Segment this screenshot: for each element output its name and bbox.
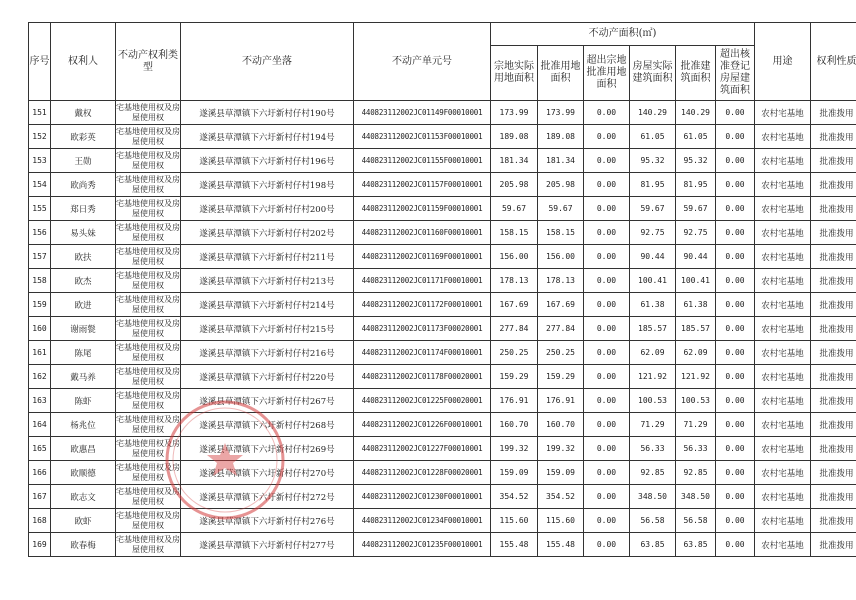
- row-location: 遂溪县草潭镇下六圩新村仔村213号: [181, 269, 354, 293]
- row-usage: 农村宅基地: [755, 509, 811, 533]
- row-actual-land-area: 159.29: [491, 365, 538, 389]
- row-owner: 戴权: [51, 101, 116, 125]
- row-approved-building-area: 71.29: [676, 413, 716, 437]
- row-owner: 欧进: [51, 293, 116, 317]
- row-usage: 农村宅基地: [755, 533, 811, 557]
- row-excess-land-area: 0.00: [584, 437, 630, 461]
- row-usage: 农村宅基地: [755, 221, 811, 245]
- table-header: [29, 23, 856, 101]
- row-approved-building-area: 140.29: [676, 101, 716, 125]
- row-excess-land-area: 0.00: [584, 389, 630, 413]
- row-location: 遂溪县草潭镇下六圩新村仔村198号: [181, 173, 354, 197]
- row-approved-land-area: 354.52: [538, 485, 584, 509]
- table-row: [29, 293, 856, 317]
- row-unit-no: 440823112002JC01228F00020001: [354, 461, 491, 485]
- row-owner: 欧惠昌: [51, 437, 116, 461]
- row-right-type: 宅基地使用权及房屋使用权: [116, 533, 181, 557]
- row-actual-building-area: 100.41: [630, 269, 676, 293]
- row-owner: 欧杰: [51, 269, 116, 293]
- row-usage: 农村宅基地: [755, 173, 811, 197]
- row-excess-land-area: 0.00: [584, 413, 630, 437]
- table-row: [29, 317, 856, 341]
- row-actual-land-area: 277.84: [491, 317, 538, 341]
- table-row: [29, 461, 856, 485]
- row-nature: 批准拨用: [811, 197, 856, 221]
- row-right-type: 宅基地使用权及房屋使用权: [116, 461, 181, 485]
- row-excess-building-area: 0.00: [716, 509, 755, 533]
- row-approved-land-area: 158.15: [538, 221, 584, 245]
- row-owner: 戴马养: [51, 365, 116, 389]
- row-seq: 162: [29, 365, 51, 389]
- row-nature: 批准拨用: [811, 149, 856, 173]
- row-unit-no: 440823112002JC01149F00010001: [354, 101, 491, 125]
- row-seq: 154: [29, 173, 51, 197]
- row-approved-land-area: 159.09: [538, 461, 584, 485]
- row-right-type: 宅基地使用权及房屋使用权: [116, 341, 181, 365]
- row-excess-land-area: 0.00: [584, 221, 630, 245]
- table-row: [29, 341, 856, 365]
- row-approved-building-area: 81.95: [676, 173, 716, 197]
- row-actual-land-area: 189.08: [491, 125, 538, 149]
- row-unit-no: 440823112002JC01169F00010001: [354, 245, 491, 269]
- row-usage: 农村宅基地: [755, 413, 811, 437]
- header-area-col: 宗地实际用地面积: [491, 46, 538, 101]
- row-right-type: 宅基地使用权及房屋使用权: [116, 173, 181, 197]
- table-row: [29, 365, 856, 389]
- row-owner: 欧虾: [51, 509, 116, 533]
- header-nature: 权利性质: [811, 23, 856, 101]
- row-actual-land-area: 205.98: [491, 173, 538, 197]
- header-location: 不动产坐落: [181, 23, 354, 101]
- row-excess-building-area: 0.00: [716, 197, 755, 221]
- row-location: 遂溪县草潭镇下六圩新村仔村216号: [181, 341, 354, 365]
- row-owner: 王勋: [51, 149, 116, 173]
- row-usage: 农村宅基地: [755, 389, 811, 413]
- row-right-type: 宅基地使用权及房屋使用权: [116, 485, 181, 509]
- property-registry-table: [28, 22, 856, 557]
- row-excess-building-area: 0.00: [716, 437, 755, 461]
- row-approved-building-area: 63.85: [676, 533, 716, 557]
- row-right-type: 宅基地使用权及房屋使用权: [116, 197, 181, 221]
- row-owner: 陈虾: [51, 389, 116, 413]
- row-excess-building-area: 0.00: [716, 533, 755, 557]
- row-seq: 157: [29, 245, 51, 269]
- row-approved-building-area: 121.92: [676, 365, 716, 389]
- row-unit-no: 440823112002JC01178F00020001: [354, 365, 491, 389]
- row-usage: 农村宅基地: [755, 101, 811, 125]
- row-usage: 农村宅基地: [755, 125, 811, 149]
- row-owner: 陈尾: [51, 341, 116, 365]
- row-approved-land-area: 199.32: [538, 437, 584, 461]
- row-actual-land-area: 176.91: [491, 389, 538, 413]
- row-actual-building-area: 90.44: [630, 245, 676, 269]
- row-excess-building-area: 0.00: [716, 317, 755, 341]
- row-seq: 158: [29, 269, 51, 293]
- table-row: [29, 437, 856, 461]
- header-seq: 序号: [29, 23, 51, 101]
- row-unit-no: 440823112002JC01160F00010001: [354, 221, 491, 245]
- row-usage: 农村宅基地: [755, 269, 811, 293]
- header-unit-no: 不动产单元号: [354, 23, 491, 101]
- table-row: [29, 101, 856, 125]
- row-nature: 批准拨用: [811, 221, 856, 245]
- table-row: [29, 245, 856, 269]
- row-right-type: 宅基地使用权及房屋使用权: [116, 149, 181, 173]
- row-excess-land-area: 0.00: [584, 197, 630, 221]
- row-unit-no: 440823112002JC01172F00010001: [354, 293, 491, 317]
- row-actual-building-area: 81.95: [630, 173, 676, 197]
- row-usage: 农村宅基地: [755, 437, 811, 461]
- row-seq: 163: [29, 389, 51, 413]
- row-excess-building-area: 0.00: [716, 269, 755, 293]
- row-nature: 批准拨用: [811, 389, 856, 413]
- row-approved-building-area: 95.32: [676, 149, 716, 173]
- table-row: [29, 413, 856, 437]
- row-nature: 批准拨用: [811, 173, 856, 197]
- row-location: 遂溪县草潭镇下六圩新村仔村196号: [181, 149, 354, 173]
- row-right-type: 宅基地使用权及房屋使用权: [116, 125, 181, 149]
- registry-sheet: [28, 22, 856, 557]
- row-usage: 农村宅基地: [755, 317, 811, 341]
- row-owner: 欧尚秀: [51, 173, 116, 197]
- row-excess-land-area: 0.00: [584, 269, 630, 293]
- row-nature: 批准拨用: [811, 533, 856, 557]
- row-usage: 农村宅基地: [755, 149, 811, 173]
- table-row: [29, 485, 856, 509]
- row-right-type: 宅基地使用权及房屋使用权: [116, 293, 181, 317]
- row-usage: 农村宅基地: [755, 485, 811, 509]
- row-location: 遂溪县草潭镇下六圩新村仔村215号: [181, 317, 354, 341]
- row-approved-land-area: 173.99: [538, 101, 584, 125]
- row-seq: 161: [29, 341, 51, 365]
- table-row: [29, 149, 856, 173]
- row-unit-no: 440823112002JC01230F00010001: [354, 485, 491, 509]
- row-right-type: 宅基地使用权及房屋使用权: [116, 221, 181, 245]
- table-row: [29, 221, 856, 245]
- row-unit-no: 440823112002JC01234F00010001: [354, 509, 491, 533]
- row-unit-no: 440823112002JC01153F00010001: [354, 125, 491, 149]
- row-unit-no: 440823112002JC01171F00010001: [354, 269, 491, 293]
- row-excess-land-area: 0.00: [584, 293, 630, 317]
- row-nature: 批准拨用: [811, 293, 856, 317]
- row-actual-building-area: 59.67: [630, 197, 676, 221]
- row-seq: 167: [29, 485, 51, 509]
- row-approved-building-area: 348.50: [676, 485, 716, 509]
- row-excess-building-area: 0.00: [716, 413, 755, 437]
- row-owner: 郑日秀: [51, 197, 116, 221]
- row-approved-building-area: 92.75: [676, 221, 716, 245]
- row-excess-building-area: 0.00: [716, 149, 755, 173]
- row-actual-building-area: 71.29: [630, 413, 676, 437]
- row-approved-building-area: 92.85: [676, 461, 716, 485]
- row-right-type: 宅基地使用权及房屋使用权: [116, 509, 181, 533]
- header-usage: 用途: [755, 23, 811, 101]
- row-excess-land-area: 0.00: [584, 461, 630, 485]
- row-actual-land-area: 59.67: [491, 197, 538, 221]
- row-usage: 农村宅基地: [755, 341, 811, 365]
- row-actual-land-area: 115.60: [491, 509, 538, 533]
- row-actual-building-area: 140.29: [630, 101, 676, 125]
- table-body: [29, 101, 856, 557]
- row-location: 遂溪县草潭镇下六圩新村仔村267号: [181, 389, 354, 413]
- row-excess-land-area: 0.00: [584, 533, 630, 557]
- row-usage: 农村宅基地: [755, 365, 811, 389]
- row-usage: 农村宅基地: [755, 245, 811, 269]
- row-right-type: 宅基地使用权及房屋使用权: [116, 101, 181, 125]
- table-row: [29, 389, 856, 413]
- row-nature: 批准拨用: [811, 341, 856, 365]
- row-right-type: 宅基地使用权及房屋使用权: [116, 269, 181, 293]
- row-usage: 农村宅基地: [755, 461, 811, 485]
- table-row: [29, 125, 856, 149]
- row-actual-building-area: 348.50: [630, 485, 676, 509]
- row-excess-land-area: 0.00: [584, 365, 630, 389]
- row-location: 遂溪县草潭镇下六圩新村仔村277号: [181, 533, 354, 557]
- row-approved-building-area: 100.41: [676, 269, 716, 293]
- row-actual-building-area: 95.32: [630, 149, 676, 173]
- row-location: 遂溪县草潭镇下六圩新村仔村190号: [181, 101, 354, 125]
- row-seq: 160: [29, 317, 51, 341]
- row-approved-land-area: 156.00: [538, 245, 584, 269]
- row-nature: 批准拨用: [811, 269, 856, 293]
- row-approved-land-area: 160.70: [538, 413, 584, 437]
- row-approved-land-area: 181.34: [538, 149, 584, 173]
- row-approved-building-area: 100.53: [676, 389, 716, 413]
- row-location: 遂溪县草潭镇下六圩新村仔村200号: [181, 197, 354, 221]
- row-unit-no: 440823112002JC01226F00010001: [354, 413, 491, 437]
- row-approved-building-area: 185.57: [676, 317, 716, 341]
- row-right-type: 宅基地使用权及房屋使用权: [116, 245, 181, 269]
- row-excess-building-area: 0.00: [716, 365, 755, 389]
- row-location: 遂溪县草潭镇下六圩新村仔村276号: [181, 509, 354, 533]
- row-approved-land-area: 205.98: [538, 173, 584, 197]
- row-right-type: 宅基地使用权及房屋使用权: [116, 437, 181, 461]
- row-actual-building-area: 100.53: [630, 389, 676, 413]
- row-unit-no: 440823112002JC01159F00010001: [354, 197, 491, 221]
- row-owner: 欧扶: [51, 245, 116, 269]
- row-approved-building-area: 61.38: [676, 293, 716, 317]
- row-nature: 批准拨用: [811, 317, 856, 341]
- row-approved-land-area: 115.60: [538, 509, 584, 533]
- row-approved-building-area: 62.09: [676, 341, 716, 365]
- row-actual-building-area: 61.38: [630, 293, 676, 317]
- row-nature: 批准拨用: [811, 413, 856, 437]
- row-owner: 易头妹: [51, 221, 116, 245]
- row-actual-land-area: 173.99: [491, 101, 538, 125]
- row-actual-land-area: 199.32: [491, 437, 538, 461]
- row-location: 遂溪县草潭镇下六圩新村仔村202号: [181, 221, 354, 245]
- row-actual-land-area: 250.25: [491, 341, 538, 365]
- row-owner: 欧顺德: [51, 461, 116, 485]
- table-row: [29, 173, 856, 197]
- row-actual-land-area: 181.34: [491, 149, 538, 173]
- row-approved-building-area: 59.67: [676, 197, 716, 221]
- row-unit-no: 440823112002JC01157F00010001: [354, 173, 491, 197]
- row-approved-land-area: 277.84: [538, 317, 584, 341]
- row-seq: 164: [29, 413, 51, 437]
- row-excess-building-area: 0.00: [716, 389, 755, 413]
- row-actual-land-area: 178.13: [491, 269, 538, 293]
- row-actual-land-area: 158.15: [491, 221, 538, 245]
- row-actual-building-area: 92.75: [630, 221, 676, 245]
- row-location: 遂溪县草潭镇下六圩新村仔村272号: [181, 485, 354, 509]
- row-right-type: 宅基地使用权及房屋使用权: [116, 365, 181, 389]
- row-owner: 杨兆位: [51, 413, 116, 437]
- row-usage: 农村宅基地: [755, 293, 811, 317]
- row-excess-building-area: 0.00: [716, 245, 755, 269]
- row-location: 遂溪县草潭镇下六圩新村仔村220号: [181, 365, 354, 389]
- row-actual-land-area: 156.00: [491, 245, 538, 269]
- row-actual-land-area: 354.52: [491, 485, 538, 509]
- header-right-type: 不动产权利类型: [116, 23, 181, 101]
- row-nature: 批准拨用: [811, 125, 856, 149]
- row-seq: 155: [29, 197, 51, 221]
- header-area-col: 超出核准登记房屋建筑面积: [716, 46, 755, 101]
- row-approved-land-area: 250.25: [538, 341, 584, 365]
- row-excess-building-area: 0.00: [716, 485, 755, 509]
- row-location: 遂溪县草潭镇下六圩新村仔村269号: [181, 437, 354, 461]
- table-row: [29, 533, 856, 557]
- table-row: [29, 509, 856, 533]
- row-seq: 156: [29, 221, 51, 245]
- row-right-type: 宅基地使用权及房屋使用权: [116, 413, 181, 437]
- row-unit-no: 440823112002JC01225F00020001: [354, 389, 491, 413]
- header-area-col: 批准建筑面积: [676, 46, 716, 101]
- row-actual-building-area: 61.05: [630, 125, 676, 149]
- row-actual-building-area: 56.33: [630, 437, 676, 461]
- row-nature: 批准拨用: [811, 461, 856, 485]
- row-unit-no: 440823112002JC01155F00010001: [354, 149, 491, 173]
- row-excess-land-area: 0.00: [584, 509, 630, 533]
- header-area-col: 批准用地面积: [538, 46, 584, 101]
- row-seq: 152: [29, 125, 51, 149]
- row-right-type: 宅基地使用权及房屋使用权: [116, 389, 181, 413]
- row-excess-building-area: 0.00: [716, 341, 755, 365]
- row-approved-land-area: 159.29: [538, 365, 584, 389]
- row-excess-building-area: 0.00: [716, 221, 755, 245]
- row-approved-land-area: 178.13: [538, 269, 584, 293]
- row-owner: 欧志文: [51, 485, 116, 509]
- row-actual-building-area: 185.57: [630, 317, 676, 341]
- row-actual-land-area: 167.69: [491, 293, 538, 317]
- row-approved-land-area: 155.48: [538, 533, 584, 557]
- row-location: 遂溪县草潭镇下六圩新村仔村270号: [181, 461, 354, 485]
- row-excess-land-area: 0.00: [584, 245, 630, 269]
- row-approved-land-area: 59.67: [538, 197, 584, 221]
- row-excess-land-area: 0.00: [584, 173, 630, 197]
- row-excess-building-area: 0.00: [716, 125, 755, 149]
- header-area-col: 房屋实际建筑面积: [630, 46, 676, 101]
- row-excess-land-area: 0.00: [584, 149, 630, 173]
- row-excess-land-area: 0.00: [584, 485, 630, 509]
- row-right-type: 宅基地使用权及房屋使用权: [116, 317, 181, 341]
- row-location: 遂溪县草潭镇下六圩新村仔村194号: [181, 125, 354, 149]
- row-usage: 农村宅基地: [755, 197, 811, 221]
- row-approved-land-area: 176.91: [538, 389, 584, 413]
- row-seq: 159: [29, 293, 51, 317]
- row-location: 遂溪县草潭镇下六圩新村仔村214号: [181, 293, 354, 317]
- row-nature: 批准拨用: [811, 365, 856, 389]
- row-owner: 谢雨甏: [51, 317, 116, 341]
- row-nature: 批准拨用: [811, 509, 856, 533]
- row-approved-land-area: 167.69: [538, 293, 584, 317]
- row-nature: 批准拨用: [811, 437, 856, 461]
- row-approved-building-area: 56.58: [676, 509, 716, 533]
- row-seq: 169: [29, 533, 51, 557]
- header-area-group: 不动产面积(㎡): [491, 23, 755, 46]
- row-location: 遂溪县草潭镇下六圩新村仔村211号: [181, 245, 354, 269]
- row-unit-no: 440823112002JC01235F00010001: [354, 533, 491, 557]
- table-row: [29, 197, 856, 221]
- table-row: [29, 269, 856, 293]
- row-nature: 批准拨用: [811, 485, 856, 509]
- row-excess-building-area: 0.00: [716, 461, 755, 485]
- row-unit-no: 440823112002JC01173F00020001: [354, 317, 491, 341]
- row-actual-building-area: 92.85: [630, 461, 676, 485]
- row-unit-no: 440823112002JC01227F00010001: [354, 437, 491, 461]
- row-location: 遂溪县草潭镇下六圩新村仔村268号: [181, 413, 354, 437]
- row-nature: 批准拨用: [811, 245, 856, 269]
- row-seq: 165: [29, 437, 51, 461]
- row-approved-building-area: 56.33: [676, 437, 716, 461]
- row-excess-land-area: 0.00: [584, 101, 630, 125]
- row-excess-land-area: 0.00: [584, 341, 630, 365]
- row-seq: 153: [29, 149, 51, 173]
- row-nature: 批准拨用: [811, 101, 856, 125]
- row-excess-land-area: 0.00: [584, 125, 630, 149]
- row-actual-land-area: 160.70: [491, 413, 538, 437]
- row-owner: 欧彩英: [51, 125, 116, 149]
- row-approved-building-area: 90.44: [676, 245, 716, 269]
- row-excess-land-area: 0.00: [584, 317, 630, 341]
- row-excess-building-area: 0.00: [716, 293, 755, 317]
- row-seq: 168: [29, 509, 51, 533]
- row-actual-building-area: 56.58: [630, 509, 676, 533]
- row-actual-building-area: 62.09: [630, 341, 676, 365]
- row-actual-building-area: 63.85: [630, 533, 676, 557]
- row-excess-building-area: 0.00: [716, 101, 755, 125]
- row-seq: 151: [29, 101, 51, 125]
- row-actual-land-area: 159.09: [491, 461, 538, 485]
- row-owner: 欧春梅: [51, 533, 116, 557]
- row-approved-land-area: 189.08: [538, 125, 584, 149]
- header-owner: 权利人: [51, 23, 116, 101]
- row-actual-land-area: 155.48: [491, 533, 538, 557]
- row-unit-no: 440823112002JC01174F00010001: [354, 341, 491, 365]
- row-seq: 166: [29, 461, 51, 485]
- row-approved-building-area: 61.05: [676, 125, 716, 149]
- row-actual-building-area: 121.92: [630, 365, 676, 389]
- row-excess-building-area: 0.00: [716, 173, 755, 197]
- header-area-col: 超出宗地批准用地面积: [584, 46, 630, 101]
